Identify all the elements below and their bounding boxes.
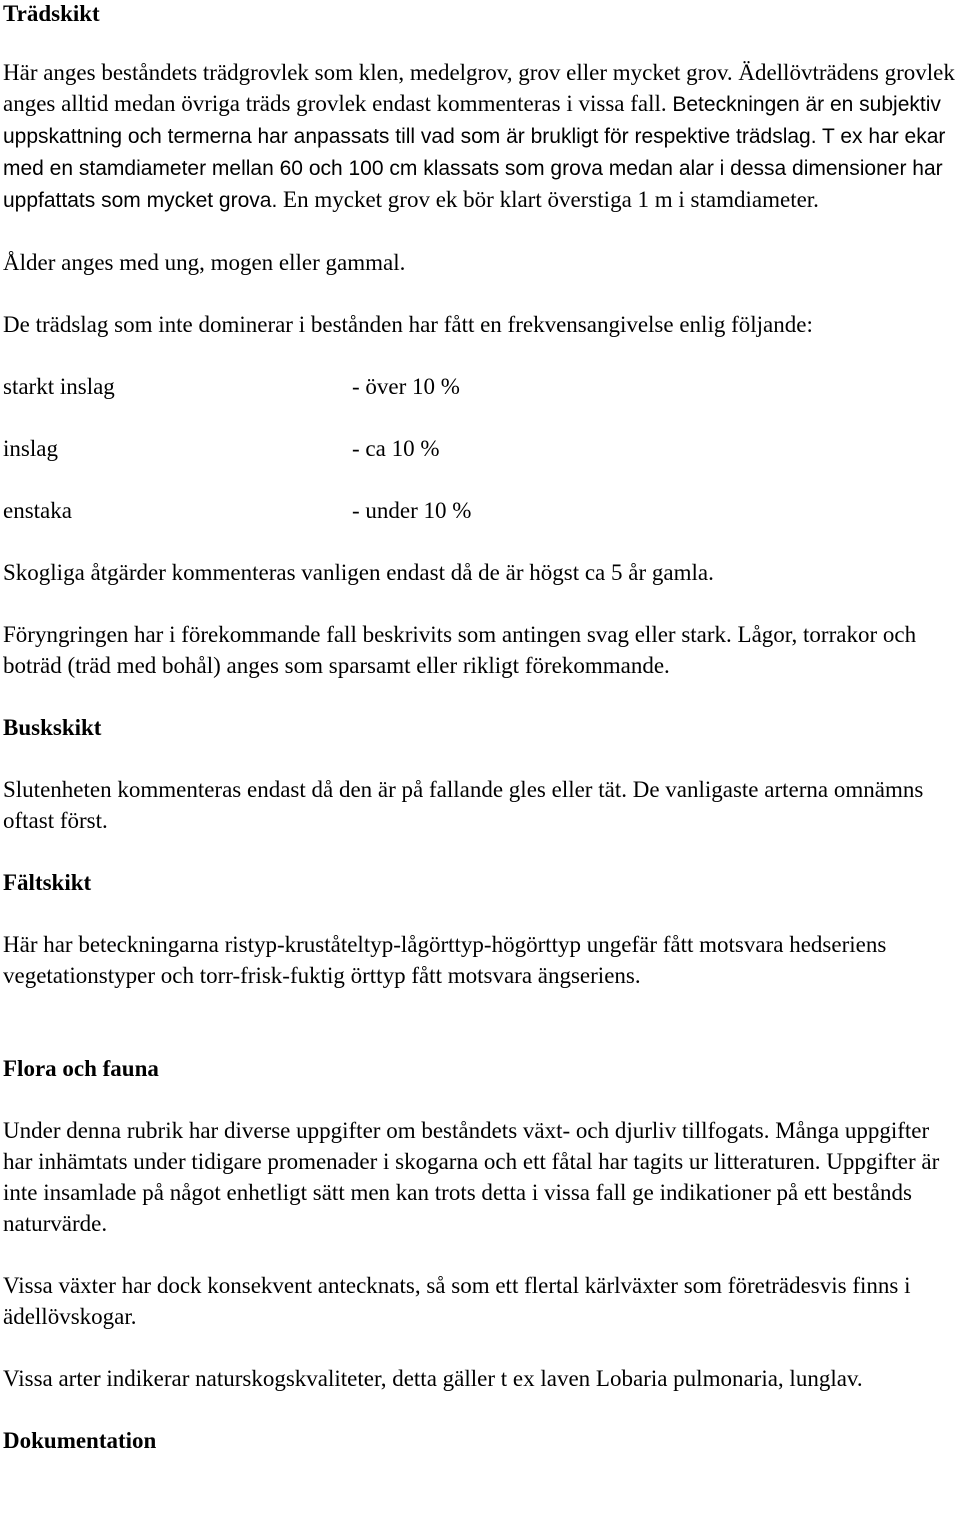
- faltskikt-paragraph: Här har beteckningarna ristyp-kruståteltyp-lågörttyp-högörttyp ungefär fått motsvara hedseriens vegetationstyper och torr-frisk-fuktig örttyp fått motsvara ängseriens.: [3, 932, 887, 988]
- section-flora-och-fauna: [3, 1053, 958, 1394]
- tradskikt-text-ek: En mycket grov ek bör klart överstiga 1 m i stamdiameter.: [277, 187, 819, 212]
- document-page: [3, 0, 958, 1456]
- section-heading-buskskikt: Buskskikt: [3, 715, 102, 740]
- flora-paragraph-uppgifter: Under denna rubrik har diverse uppgifter om beståndets växt- och djurliv tillfogats. Många uppgifter har inhämtats under tidigare promenader i skogarna och ett fåtal har tagits ur litteraturen. Uppgifter är inte insamlade på något enhetligt sätt men kan trots detta i vissa fall ge indikationer på ett bestånds naturvärde.: [3, 1118, 940, 1236]
- tradskikt-text-grovlek: Här anges beståndets trädgrovlek som klen, medelgrov, grov eller mycket grov. Ädellövträdens grovlek anges alltid medan övriga träds grovlek endast kommenteras i vissa fall.: [3, 60, 955, 116]
- frequency-row: [3, 433, 958, 464]
- flora-paragraph-vaxter: Vissa växter har dock konsekvent antecknats, så som ett flertal kärlväxter som företrädesvis finns i ädellövskogar.: [3, 1273, 911, 1329]
- section-heading-dokumentation: Dokumentation: [3, 1428, 157, 1453]
- tradskikt-paragraph-grovlek: [3, 57, 958, 216]
- section-buskskikt: [3, 712, 958, 836]
- tradskikt-paragraph-atgarder: Skogliga åtgärder kommenteras vanligen endast då de är högst ca 5 år gamla.: [3, 560, 714, 585]
- section-tradskikt: [3, 0, 958, 681]
- section-heading-faltskikt: Fältskikt: [3, 870, 92, 895]
- frequency-desc: - över 10 %: [352, 374, 460, 399]
- section-faltskikt: [3, 867, 958, 991]
- flora-paragraph-arter: Vissa arter indikerar naturskogskvaliteter, detta gäller t ex laven Lobaria pulmonaria, lunglav.: [3, 1366, 863, 1391]
- frequency-desc: - ca 10 %: [352, 436, 440, 461]
- frequency-row: [3, 495, 958, 526]
- tradskikt-text-beteckning: Beteckningen är en subjektiv uppskattning och termerna har anpassats till vad som är brukligt för respektive trädslag.: [3, 93, 941, 148]
- frequency-desc: - under 10 %: [352, 498, 472, 523]
- frequency-term: enstaka: [3, 498, 72, 523]
- frequency-row: [3, 371, 958, 402]
- tradskikt-paragraph-frekvens: De trädslag som inte dominerar i bestånden har fått en frekvensangivelse enlig följande:: [3, 312, 813, 337]
- tradskikt-text-exempel: T ex har ekar med en stamdiameter mellan 60 och 100 cm klassats som grova medan alar i dessa dimensioner har uppfattats som mycket grova.: [3, 125, 946, 212]
- frequency-list: [3, 371, 958, 526]
- buskskikt-paragraph: Slutenheten kommenteras endast då den är på fallande gles eller tät. De vanligaste arterna omnämns oftast först.: [3, 777, 924, 833]
- section-heading-flora-och-fauna: Flora och fauna: [3, 1056, 159, 1081]
- frequency-term: inslag: [3, 436, 58, 461]
- section-dokumentation: [3, 1425, 958, 1456]
- tradskikt-paragraph-alder: Ålder anges med ung, mogen eller gammal.: [3, 250, 406, 275]
- section-heading-tradskikt: Trädskikt: [3, 1, 100, 26]
- frequency-term: starkt inslag: [3, 374, 115, 399]
- tradskikt-paragraph-foryngring: Föryngringen har i förekommande fall beskrivits som antingen svag eller stark. Lågor, torrakor och boträd (träd med bohål) anges som sparsamt eller rikligt förekommande.: [3, 622, 917, 678]
